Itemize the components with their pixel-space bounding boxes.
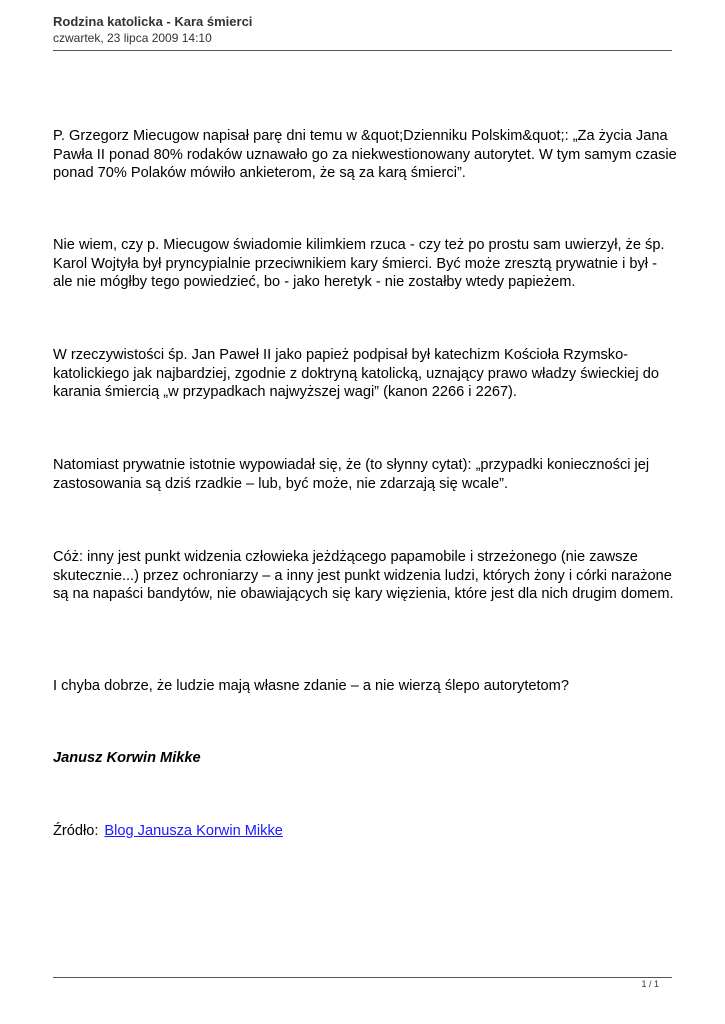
header-divider: [53, 50, 672, 51]
article-paragraph-2: Nie wiem, czy p. Miecugow świadomie kilimkiem rzuca - czy też po prostu sam uwierzył, że śp. Karol Wojtyła był pryncypialnie przeciwnikiem kary śmierci. Być może zresztą prywatnie i był - ale nie mógłby tego powiedzieć, bo - jako heretyk - nie zostałby wtedy papieżem.: [53, 237, 665, 290]
article-paragraph-3: W rzeczywistości śp. Jan Paweł II jako papież podpisał był katechizm Kościoła Rzymsko-katolickiego jak najbardziej, zgodnie z doktryną katolicką, uznający prawo władzy świeckiej do karania śmiercią „w przypadkach najwyższej wagi” (kanon 2266 i 2267).: [53, 347, 659, 400]
article-paragraph-1: P. Grzegorz Miecugow napisał parę dni temu w &quot;Dzienniku Polskim&quot;: „Za życia Jana Pawła II ponad 80% rodaków uznawało go za niekwestionowany autorytet. W tym samym czasie ponad 70% Polaków mówiło ankieterom, że są za karą śmierci”.: [53, 128, 677, 181]
document-date: czwartek, 23 lipca 2009 14:10: [53, 31, 212, 45]
article-paragraph-5: Cóż: inny jest punkt widzenia człowieka jeżdżącego papamobile i strzeżonego (nie zawsze skutecznie...) przez ochroniarzy – a inny jest punkt widzenia ludzi, których żony i córki narażone są na napaści bandytów, nie obawiających się kary więzienia, które jest dla nich drugim domem.: [53, 549, 674, 602]
footer-divider: [53, 977, 672, 978]
document-header: [53, 14, 672, 46]
source-label: Źródło:: [53, 823, 99, 839]
page-number: 1 / 1: [641, 979, 659, 989]
article-source: [53, 822, 678, 841]
article-author: Janusz Korwin Mikke: [53, 750, 201, 766]
document-title: Rodzina katolicka - Kara śmierci: [53, 14, 253, 29]
article-paragraph-4: Natomiast prywatnie istotnie wypowiadał się, że (to słynny cytat): „przypadki konieczności jej zastosowania są dziś rzadkie – lub, być może, nie zdarzają się wcale”.: [53, 457, 650, 492]
article-paragraph-6: I chyba dobrze, że ludzie mają własne zdanie – a nie wierzą ślepo autorytetom?: [53, 678, 569, 694]
source-link[interactable]: Blog Janusza Korwin Mikke: [104, 823, 283, 839]
